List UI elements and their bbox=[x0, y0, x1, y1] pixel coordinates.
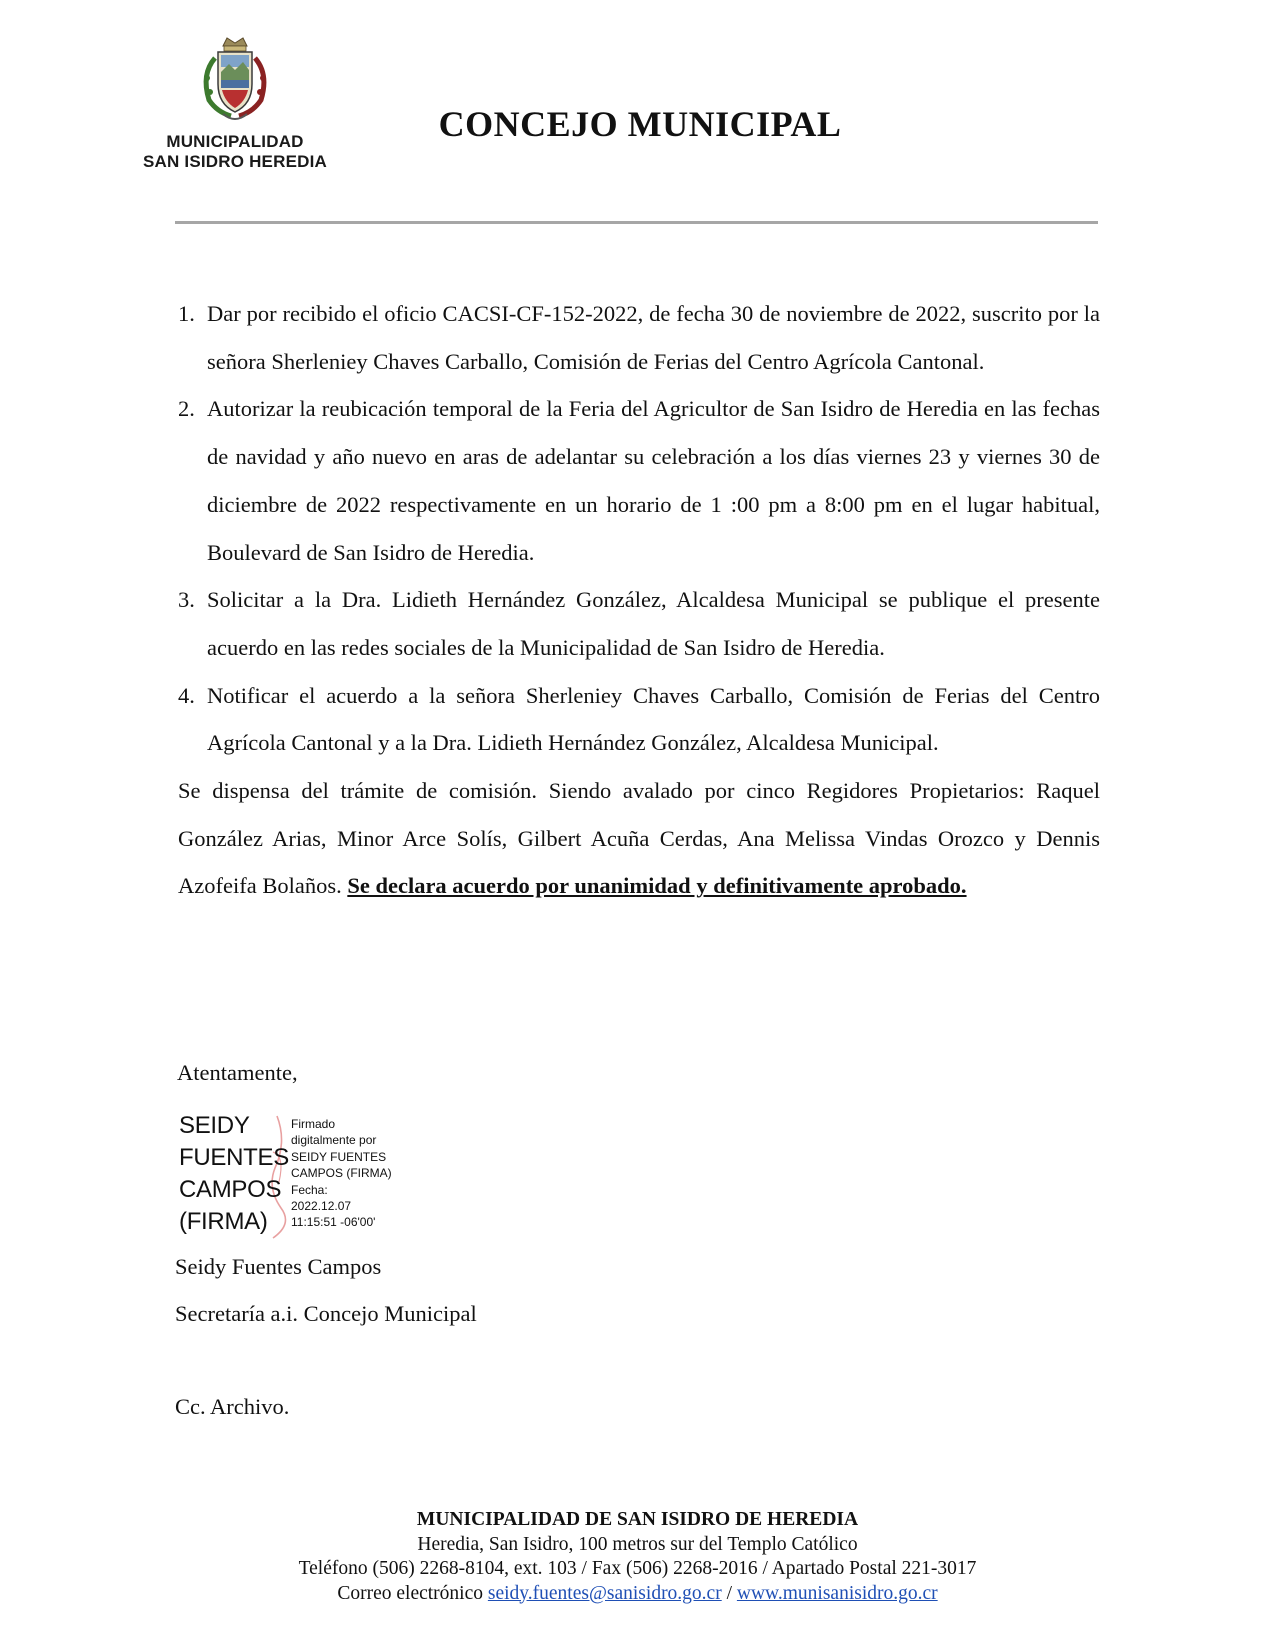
signature-detail-line: 11:15:51 -06'00' bbox=[291, 1215, 376, 1230]
item-number: 1. bbox=[178, 301, 195, 326]
item-number: 4. bbox=[178, 682, 195, 708]
footer-website-link[interactable]: www.munisanisidro.go.cr bbox=[736, 1582, 938, 1604]
closing-text: Se dispensa del trámite de comisión. Siendo avalado por cinco Regidores Propietarios: Raquel González Arias, Minor Arce Solís, Gilbert Acuña Cerdas, Ana Melissa Vindas Orozco y Dennis Azofeifa Bolaños. bbox=[178, 778, 1100, 899]
item-text: Autorizar la reubicación temporal de la Feria del Agricultor de San Isidro de Heredia en las fechas de navidad y año nuevo en aras de adelantar su celebración a los días viernes 23 y viernes 30 de diciembre de 2022 respectivamente en un horario de 1 :00 pm a 8:00 pm en el lugar habitual, Boulevard de San Isidro de Heredia. bbox=[207, 396, 1100, 565]
item-text: Solicitar a la Dra. Lidieth Hernández González, Alcaldesa Municipal se publique el presente acuerdo en las redes sociales de la Municipalidad de San Isidro de Heredia. bbox=[207, 587, 1100, 660]
list-item bbox=[178, 290, 1100, 385]
list-item bbox=[178, 672, 1100, 767]
item-text: Notificar el acuerdo a la señora Sherleniey Chaves Carballo, Comisión de Ferias del Centro Agrícola Cantonal y a la Dra. Lidieth Hernández González, Alcaldesa Municipal. bbox=[207, 682, 1100, 756]
agreement-items-list bbox=[178, 290, 1100, 767]
header-divider bbox=[175, 221, 1098, 224]
footer-separator: / bbox=[721, 1582, 737, 1604]
footer-phone: Teléfono (506) 2268-8104, ext. 103 / Fax (506) 2268-2016 / Apartado Postal 221-3017 bbox=[298, 1558, 977, 1579]
list-item bbox=[178, 385, 1100, 576]
list-item bbox=[178, 576, 1100, 671]
signature-detail-line: 2022.12.07 bbox=[291, 1199, 352, 1214]
signature-detail-line: Fecha: bbox=[291, 1182, 328, 1197]
item-number: 3. bbox=[178, 587, 195, 613]
signature-detail-line: SEIDY FUENTES bbox=[291, 1149, 387, 1164]
footer-address: Heredia, San Isidro, 100 metros sur del Templo Católico bbox=[417, 1533, 858, 1555]
closing-paragraph bbox=[178, 767, 1100, 910]
signature-detail-line: CAMPOS (FIRMA) bbox=[291, 1166, 392, 1181]
document-body bbox=[178, 290, 1100, 910]
digital-signature bbox=[177, 1110, 437, 1255]
logo-text-municipalidad: MUNICIPALIDAD bbox=[166, 132, 304, 151]
footer-title: MUNICIPALIDAD DE SAN ISIDRO DE HEREDIA bbox=[416, 1509, 859, 1530]
closing-approval-text: Se declara acuerdo por unanimidad y definitivamente aprobado. bbox=[347, 873, 967, 899]
footer-contact bbox=[0, 1582, 1275, 1607]
signature-detail-line: Firmado bbox=[291, 1117, 336, 1131]
signature-name-line: CAMPOS bbox=[179, 1176, 282, 1203]
municipal-logo bbox=[120, 34, 350, 172]
signature-detail-line: digitalmente por bbox=[291, 1133, 377, 1148]
item-number: 2. bbox=[178, 396, 195, 422]
cc-line: Cc. Archivo. bbox=[175, 1394, 290, 1419]
document-title: CONCEJO MUNICIPAL bbox=[438, 104, 842, 144]
footer-email-link[interactable]: seidy.fuentes@sanisidro.go.cr bbox=[487, 1582, 722, 1604]
logo-text-san-isidro-heredia: SAN ISIDRO HEREDIA bbox=[142, 152, 327, 171]
greeting: Atentamente, bbox=[177, 1060, 298, 1085]
signature-name-block bbox=[179, 1110, 289, 1238]
signature-details-block bbox=[291, 1116, 392, 1231]
signature-name-line: FUENTES bbox=[179, 1144, 289, 1171]
footer-email-label: Correo electrónico bbox=[337, 1582, 488, 1604]
signer-role: Secretaría a.i. Concejo Municipal bbox=[175, 1301, 477, 1326]
municipal-seal-icon bbox=[193, 34, 277, 132]
footer bbox=[0, 1508, 1275, 1606]
signature-name-line: SEIDY bbox=[179, 1112, 250, 1139]
item-text: Dar por recibido el oficio CACSI-CF-152-2022, de fecha 30 de noviembre de 2022, suscrito por la señora Sherleniey Chaves Carballo, Comisión de Ferias del Centro Agrícola Cantonal. bbox=[207, 301, 1100, 374]
signer-name: Seidy Fuentes Campos bbox=[175, 1254, 382, 1279]
signature-name-line: (FIRMA) bbox=[179, 1208, 268, 1235]
